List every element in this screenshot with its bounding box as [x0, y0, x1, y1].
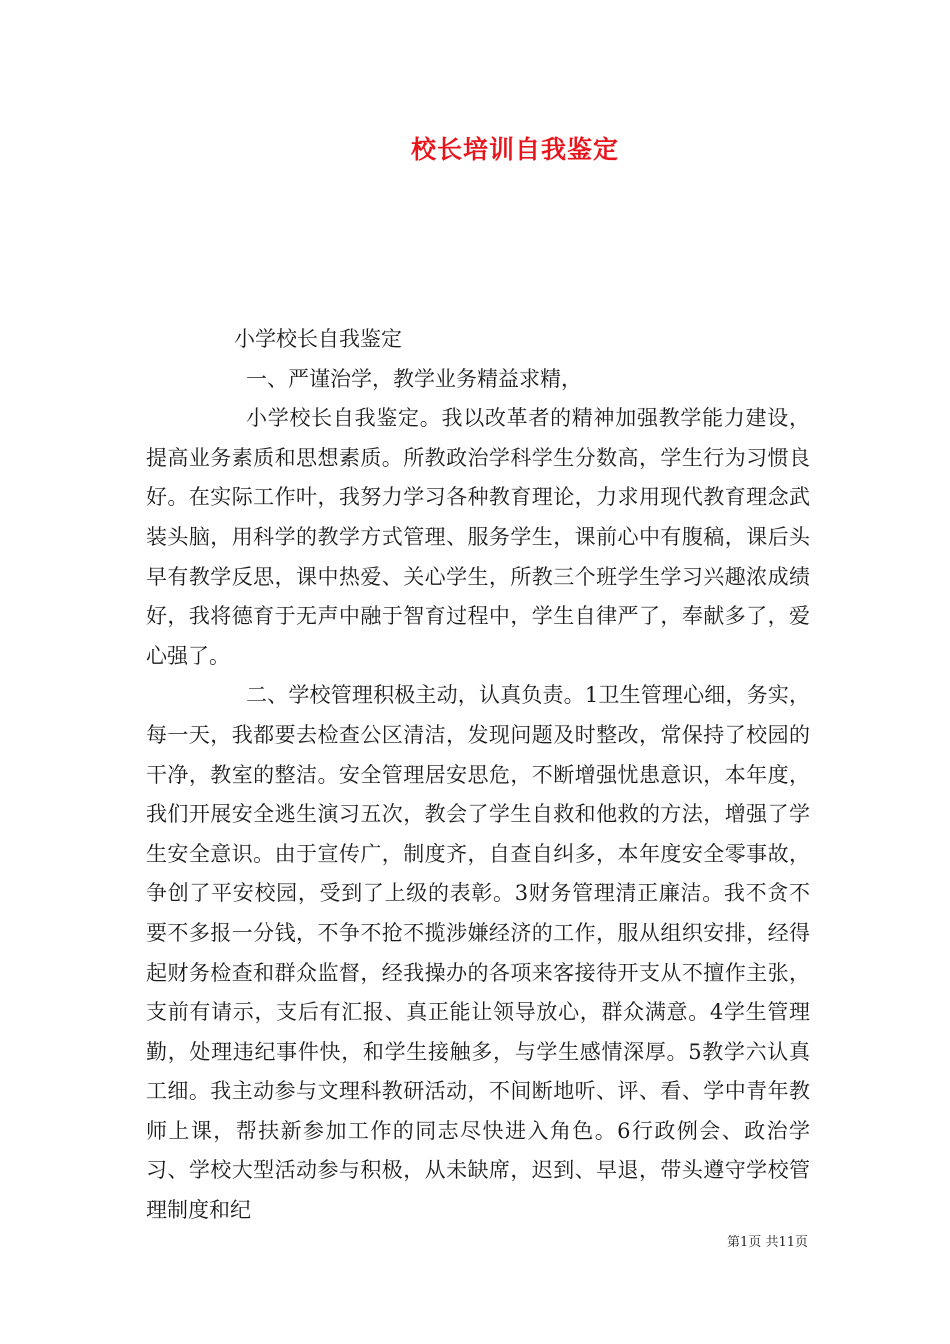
paragraph-1: 小学校长自我鉴定。我以改革者的精神加强教学能力建设，提高业务素质和思想素质。所教政治学科学生分数高，学生行为习惯良好。在实际工作叶，我努力学习各种教育理论，力求用现代教育理念武装头脑，用科学的教学方式管理、服务学生，课前心中有腹稿，课后头早有教学反思，课中热爱、关心学生，所教三个班学生学习兴趣浓成绩好，我将德育于无声中融于智育过程中，学生自律严了，奉献多了，爱心强了。: [146, 406, 810, 668]
paragraph-2: 二、学校管理积极主动，认真负责。1卫生管理心细，务实，每一天，我都要去检查公区清洁，发现问题及时整改，常保持了校园的干净，教室的整洁。安全管理居安思危，不断增强忧患意识，本年度，我们开展安全逃生演习五次，教会了学生自救和他救的方法，增强了学生安全意识。由于宣传广，制度齐，自查自纠多，本年度安全零事故，争创了平安校园，受到了上级的表彰。3财务管理清正廉洁。我不贪不要不多报一分钱，不争不抢不揽涉嫌经济的工作，服从组织安排，经得起财务检查和群众监督，经我操办的各项来客接待开支从不擅作主张，支前有请示，支后有汇报、真正能让领导放心，群众满意。4学生管理勤，处理违纪事件快，和学生接触多，与学生感情深厚。5教学六认真工细。我主动参与文理科教研活动，不间断地听、评、看、学中青年教师上课，帮扶新参加工作的同志尽快进入角色。6行政例会、政治学习、学校大型活动参与积极，从未缺席，迟到、早退，带头遵守学校管理制度和纪: [146, 683, 810, 1223]
page-number-footer: 第1页 共11页: [727, 1235, 808, 1250]
document-body: [146, 320, 810, 1231]
section-heading-1: 一、严谨治学，教学业务精益求精，: [246, 366, 582, 391]
document-subtitle: 小学校长自我鉴定: [234, 327, 402, 351]
document-title: 校长培训自我鉴定: [410, 135, 619, 164]
